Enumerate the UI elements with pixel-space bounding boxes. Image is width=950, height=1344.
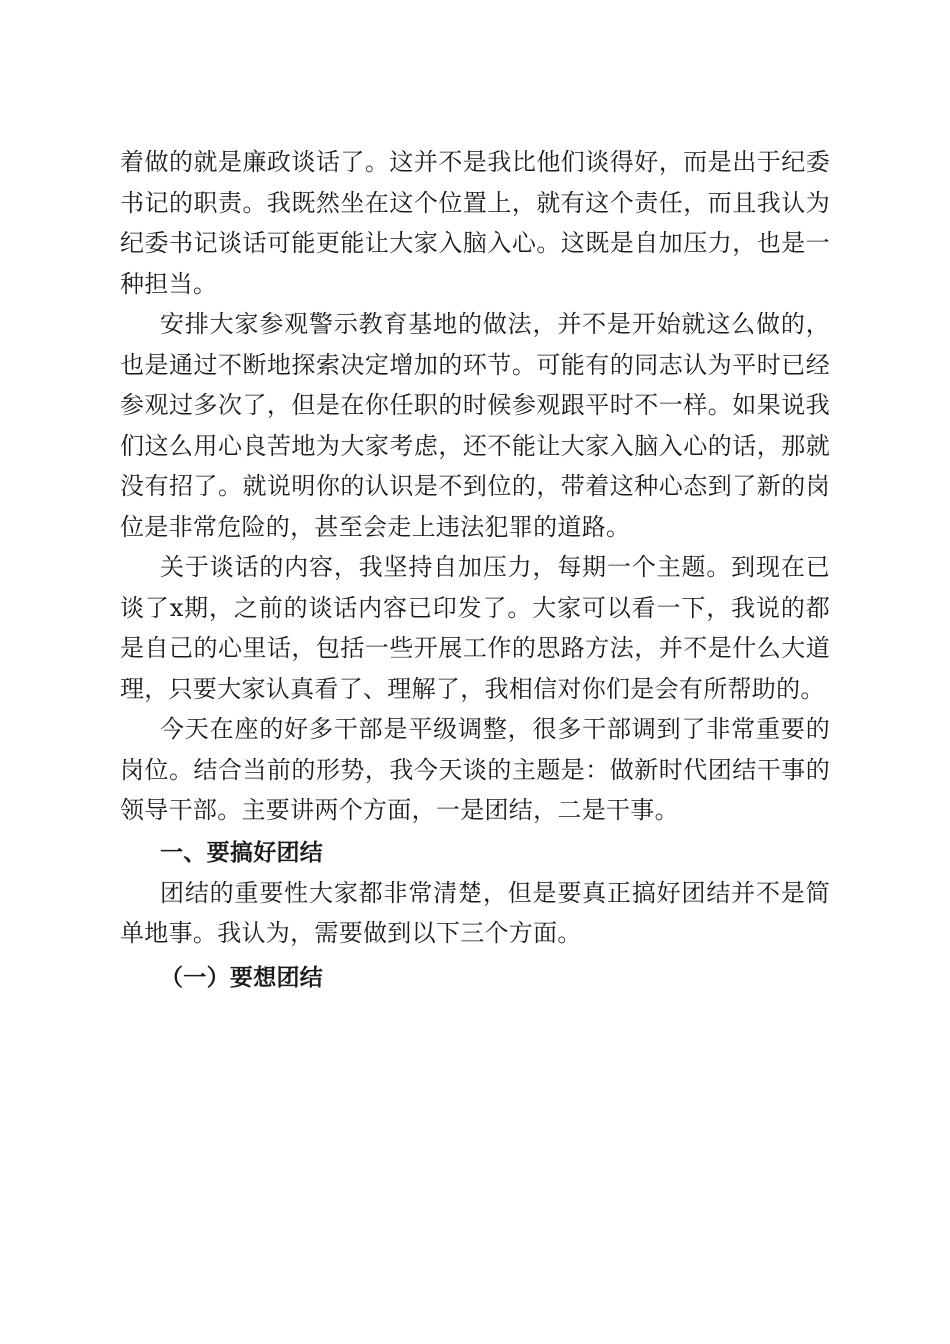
paragraph-5: 团结的重要性大家都非常清楚，但是要真正搞好团结并不是简单地事。我认为，需要做到以下三个方面。 (120, 878, 830, 947)
paragraph-2: 安排大家参观警示教育基地的做法，并不是开始就这么做的，也是通过不断地探索决定增加的环节。可能有的同志认为平时已经参观过多次了，但是在你任职的时候参观跟平时不一样。如果说我们这么用心良苦地为大家考虑，还不能让大家入脑入心的话，那就没有招了。就说明你的认识是不到位的，带着这种心态到了新的岗位是非常危险的，甚至会走上违法犯罪的道路。 (120, 310, 830, 541)
document-body (120, 142, 830, 998)
paragraph-1: 着做的就是廉政谈话了。这并不是我比他们谈得好，而是出于纪委书记的职责。我既然坐在这个位置上，就有这个责任，而且我认为纪委书记谈话可能更能让大家入脑入心。这既是自加压力，也是一种担当。 (120, 148, 830, 298)
paragraph-3: 关于谈话的内容，我坚持自加压力，每期一个主题。到现在已谈了x期，之前的谈话内容已印发了。大家可以看一下，我说的都是自己的心里话，包括一些开展工作的思路方法，并不是什么大道理，只要大家认真看了、理解了，我相信对你们是会有所帮助的。 (120, 553, 830, 703)
subsection-heading: （一）要想团结 (160, 964, 324, 991)
paragraph-4: 今天在座的好多干部是平级调整，很多干部调到了非常重要的岗位。结合当前的形势，我今天谈的主题是：做新时代团结干事的领导干部。主要讲两个方面，一是团结，二是干事。 (120, 715, 830, 824)
section-heading: 一、要搞好团结 (160, 839, 324, 866)
